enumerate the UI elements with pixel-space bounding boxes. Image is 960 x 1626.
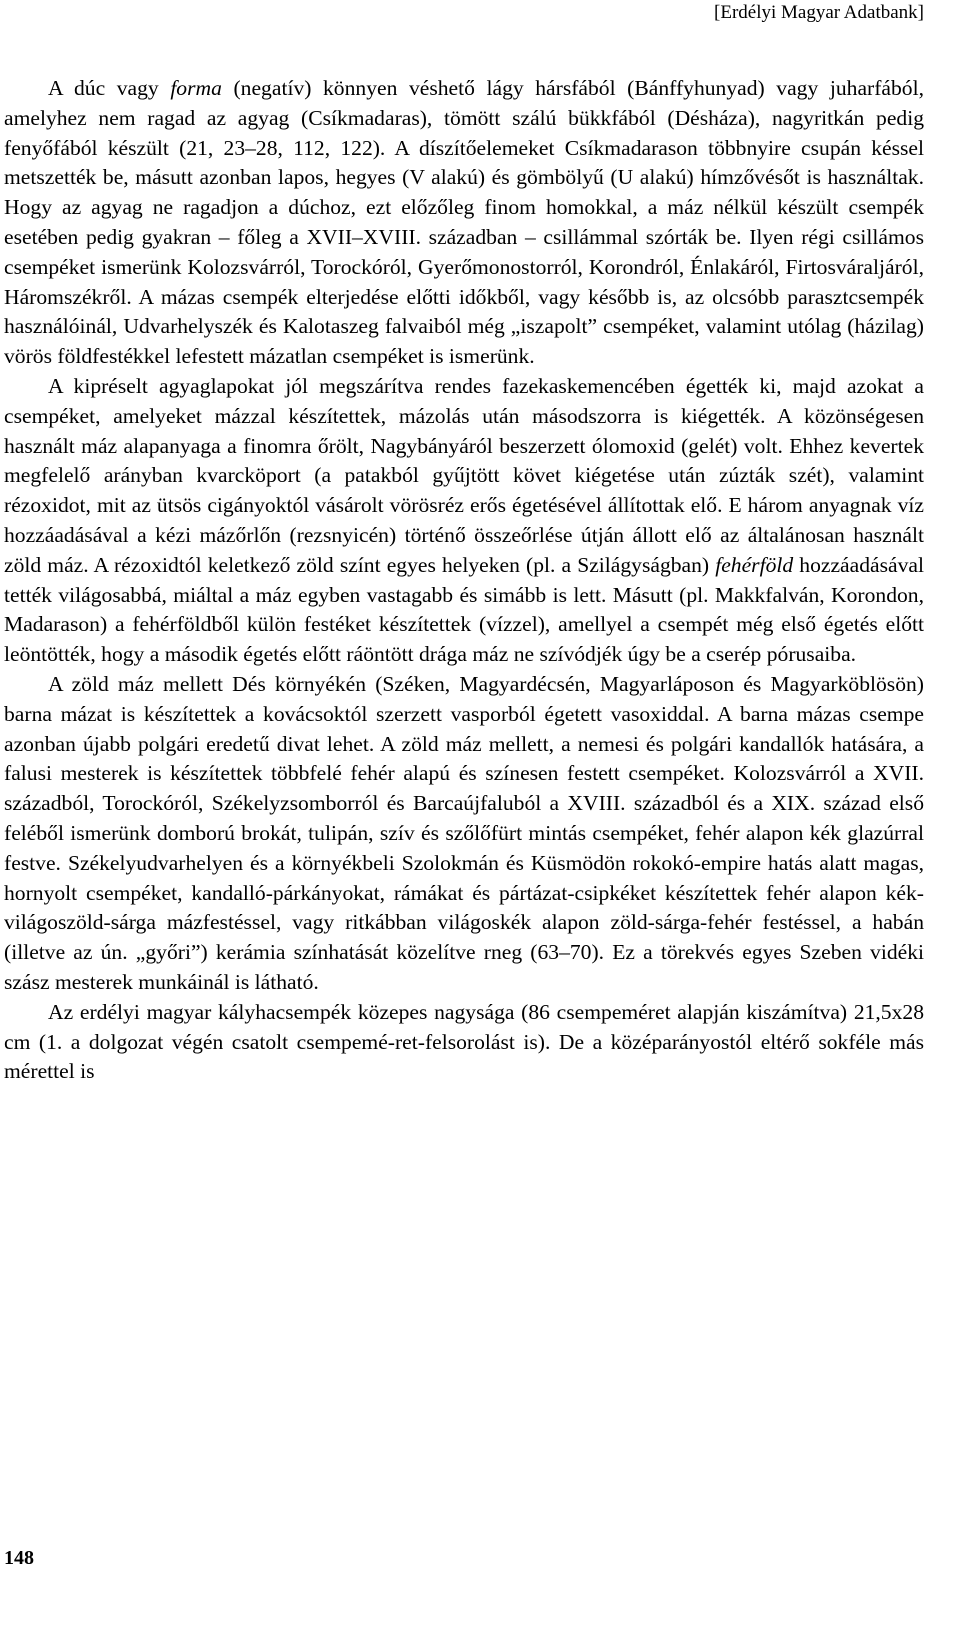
paragraph-text: A dúc vagy [48,76,171,100]
paragraph-text: A kipréselt agyaglapokat jól megszárítva rendes fazekaskemencében égették ki, majd azokat a csempéket, amelyeket mázzal készítettek, mázolás után másodszorra is kiégették. A közönségesen használt máz alapanyaga a finomra őrölt, Nagybányáról beszerzett ólomoxid (gelét) volt. Ehhez kevertek megfelelő arányban kvarcköport (a patakból gyűjtött követ kiégetése után zúzták szét), valamint rézoxidot, mit az ütsös cigányoktól vásárolt vörösréz erős égetésével állítottak elő. E három anyagnak víz hozzáadásával a kézi mázőrlőn (rezsnyicén) történő összeőrlése útján állott elő az általánosan használt zöld máz. A rézoxidtól keletkező zöld színt egyes helyeken (pl. a Szilágyságban) [4,373,924,577]
paragraph-brown-glaze: A zöld máz mellett Dés környékén (Széken, Magyardécsén, Magyarláposon és Magyarköblösön) barna mázat is készítettek a kovácsoktól szerzett vasporból égetett vasoxiddal. A barna mázas csempe azonban újabb polgári eredetű divat lehet. A zöld máz mellett, a nemesi és polgári kandallók hatására, a falusi mesterek is készítettek többfelé fehér alapú és színesen festett csempéket. Kolozsvárról a XVII. századból, Torockóról, Székelyzsomborról és Barcaújfaluból a XVIII. századból és a XIX. század első feléből ismerünk domború brokát, tulipán, szív és szőlőfürt mintás csempéket, fehér alapon kék glazúrral festve. Székelyudvarhelyen és a környékbeli Szolokmán és Küsmödön rokokó-empire hatás alatt magas, hornyolt csempéket, kandalló-párkányokat, rámákat és pártázat-csipkéket készítettek fehér alapon kék-világoszöld-sárga mázfestéssel, vagy ritkábban világoskék alapon zöld-sárga-fehér festéssel, a habán (illetve az ún. „győri”) kerámia színhatását közelítve rneg (63–70). Ez a törekvés egyes Szeben vidéki szász mesterek munkáinál is látható. [4,671,924,994]
paragraph-text: hozzáadásával tették világosabbá, miáltal a máz egyben vastagabb és simább is lett. Másutt (pl. Makkfalván, Korondon, Madarason) a fehérföldből külön festéket készítettek (vízzel), amellyel a csempét még első égetés előtt leöntötték, hogy a második égetés előtt ráöntött drága máz ne szívódjék úgy be a cserép pórusaiba. [4,552,924,667]
italic-term: forma [170,76,222,100]
paragraph-text: (negatív) könnyen véshető lágy hársfából (Bánffyhunyad) vagy juharfából, amelyhez nem ragad az agyag (Csíkmadaras), tömött szálú bükkfából (Désháza), nagyritkán pedig fenyőfából készült (21, 23–28, 112, 122). A díszítőelemeket Csíkmadarason többnyire csupán késsel metszették be, másutt azonban lapos, hegyes (V alakú) és gömbölyű (U alakú) hímzővésőt is használtak. Hogy az agyag ne ragadjon a dúchoz, ezt előzőleg finom homokkal, a máz nélkül készült csempék esetében pedig gyakran – főleg a XVII–XVIII. században – csillámmal szórták be. Ilyen régi csillámos csempéket ismerünk Kolozsvárról, Torockóról, Gyerőmonostorról, Korondról, Énlakáról, Firtosváraljáról, Háromszékről. A mázas csempék elterjedése előtti időkből, vagy később is, az olcsóbb parasztcsempék használóinál, Udvarhelyszék és Kalotaszeg falvaiból még „iszapolt” csempéket, valamint utólag (házilag) vörös földfestékkel lefestett mázatlan csempéket is ismerünk. [4,76,924,369]
paragraph-tile-size: Az erdélyi magyar kályhacsempék közepes nagysága (86 csempeméret alapján kiszámítva) 21,5x28 cm (1. a dolgozat végén csatolt csempemé-ret-felsorolást is). De a középarányostól eltérő sokféle más mérettel is [4,999,924,1084]
page-number: 148 [4,1547,34,1569]
document-body [4,74,924,1087]
paragraph-mold-description [4,74,924,372]
italic-term: fehérföld [715,552,794,577]
source-header: [Erdélyi Magyar Adatbank] [714,2,924,23]
paragraph-glaze-process [4,372,924,670]
